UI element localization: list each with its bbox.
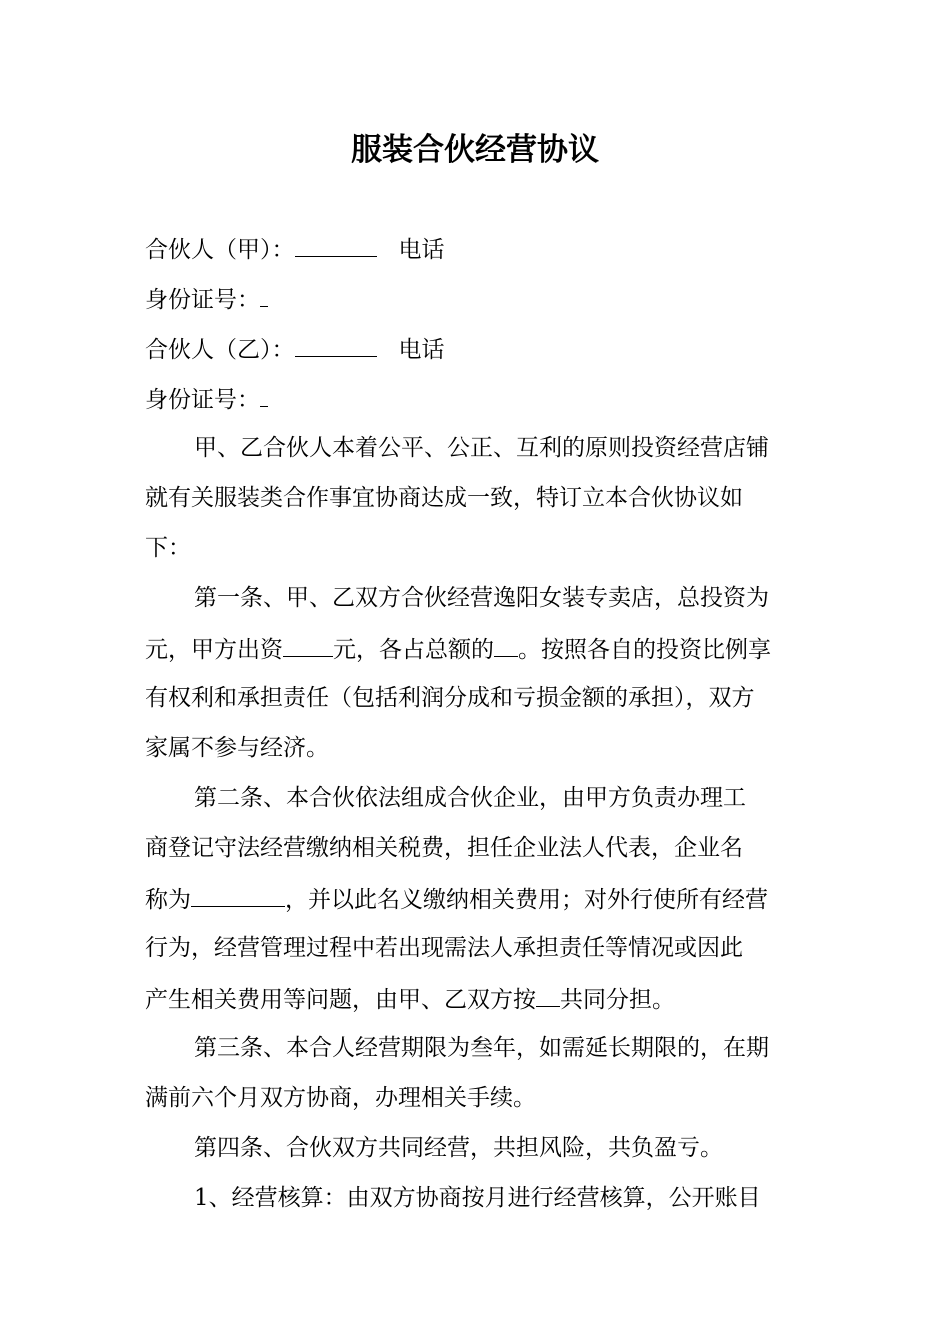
investment-a-blank[interactable] — [283, 632, 333, 657]
article-1-line-2 — [145, 632, 810, 666]
partner-a-line — [145, 232, 810, 266]
article-1-line-1: 第一条、甲、乙双方合伙经营逸阳女装专卖店，总投资为 — [194, 585, 769, 611]
id-a-blank[interactable] — [260, 282, 268, 307]
article-1-line-3: 有权利和承担责任（包括利润分成和亏损金额的承担），双方 — [145, 685, 755, 711]
id-b-line — [145, 382, 810, 416]
cost-share-blank[interactable] — [536, 982, 560, 1007]
id-label-b: 身份证号： — [145, 387, 260, 413]
partner-b-line — [145, 332, 810, 366]
article-2-text-a: 称为 — [145, 887, 191, 913]
article-2-text-b: ，并以此名义缴纳相关费用；对外行使所有经营 — [285, 887, 768, 913]
article-2-line-3 — [145, 882, 810, 916]
share-ratio-blank[interactable] — [494, 632, 518, 657]
intro-line-3: 下： — [145, 535, 191, 561]
article-2-line-4: 行为，经营管理过程中若出现需法人承担责任等情况或因此 — [145, 935, 743, 961]
item-1-line-1: 1、经营核算：由双方协商按月进行经营核算，公开账目 — [194, 1185, 761, 1211]
article-2-text-d: 共同分担。 — [560, 987, 675, 1013]
phone-label-b: 电话 — [398, 337, 445, 363]
article-1-text-b: 元，各占总额的 — [333, 637, 494, 663]
document-title: 服装合伙经营协议 — [351, 132, 599, 168]
article-1-line-4: 家属不参与经济。 — [145, 735, 329, 761]
article-2-text-c: 产生相关费用等问题，由甲、乙双方按 — [145, 987, 536, 1013]
article-1-text-a: 元，甲方出资 — [145, 637, 283, 663]
id-label-a: 身份证号： — [145, 287, 260, 313]
article-2-line-5 — [145, 982, 810, 1016]
partner-a-label: 合伙人（甲）： — [145, 237, 295, 263]
article-1-text-c: 。按照各自的投资比例享 — [518, 637, 771, 663]
id-a-line — [145, 282, 810, 316]
intro-line-2: 就有关服装类合作事宜协商达成一致，特订立本合伙协议如 — [145, 485, 743, 511]
article-3-line-2: 满前六个月双方协商，办理相关手续。 — [145, 1085, 536, 1111]
partner-b-blank[interactable] — [295, 332, 377, 357]
intro-line-1: 甲、乙合伙人本着公平、公正、互利的原则投资经营店铺 — [194, 435, 769, 461]
company-name-blank[interactable] — [191, 882, 285, 907]
partner-a-blank[interactable] — [295, 232, 377, 257]
article-2-line-2: 商登记守法经营缴纳相关税费，担任企业法人代表，企业名 — [145, 835, 743, 861]
article-3-line-1: 第三条、本合人经营期限为叁年，如需延长期限的，在期 — [194, 1035, 769, 1061]
partner-b-label: 合伙人（乙）： — [145, 337, 295, 363]
id-b-blank[interactable] — [260, 382, 268, 407]
article-2-line-1: 第二条、本合伙依法组成合伙企业，由甲方负责办理工 — [194, 785, 746, 811]
article-4-line-1: 第四条、合伙双方共同经营，共担风险，共负盈亏。 — [194, 1135, 723, 1161]
phone-label-a: 电话 — [398, 237, 445, 263]
